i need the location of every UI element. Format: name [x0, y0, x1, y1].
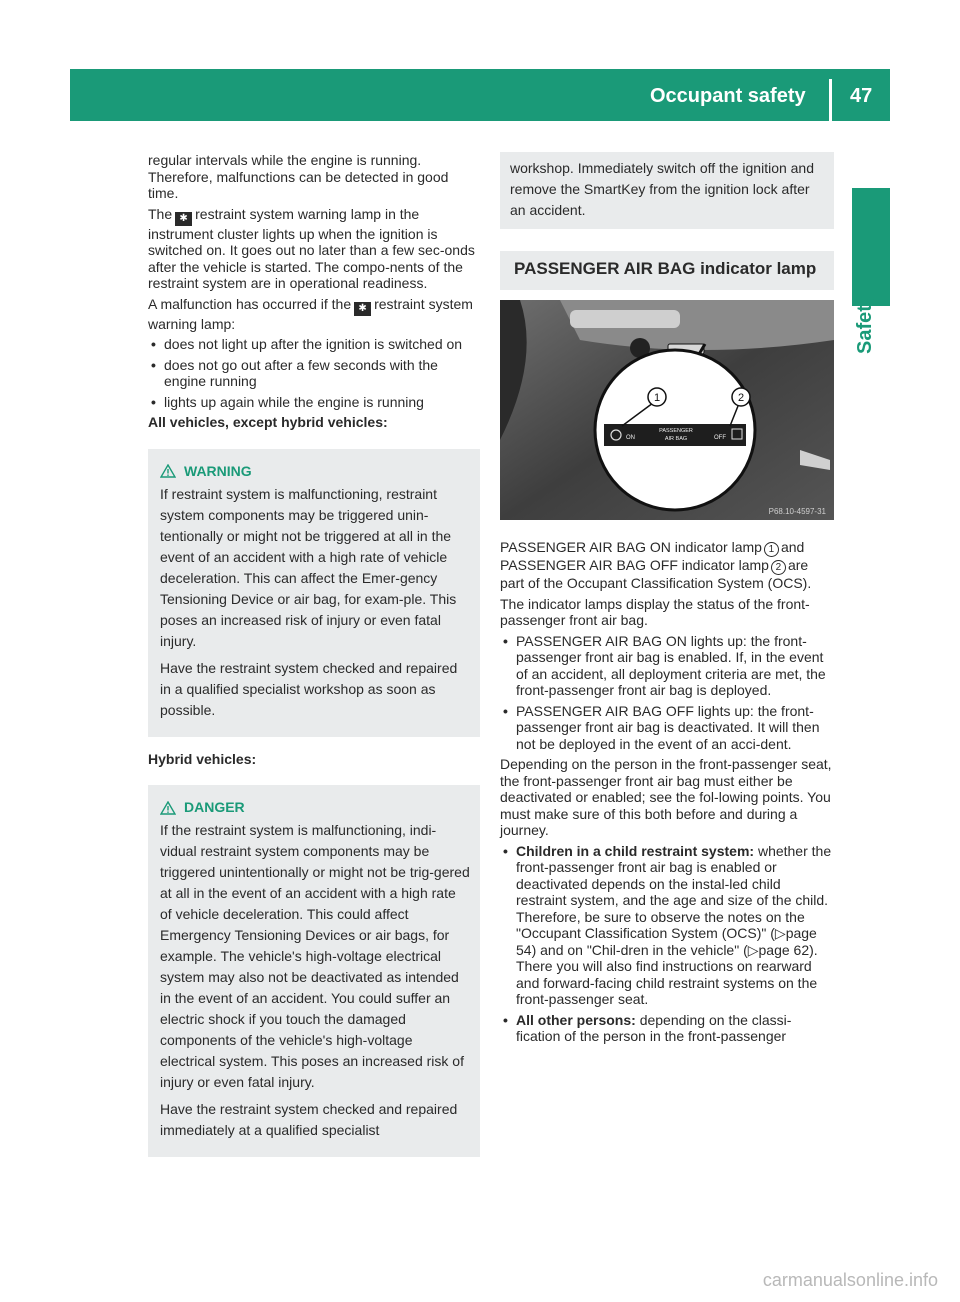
- paragraph: Depending on the person in the front-passenger seat, the front-passenger front air bag must either be deactivated or enabled; see the fol-lowing points. You must make sure of this both before and during a journey.: [500, 756, 832, 838]
- subheading: Hybrid vehicles:: [148, 750, 257, 767]
- indicator-list: [500, 633, 834, 753]
- paragraph: The ✱ restraint system warning lamp in the instrument cluster lights up when the ignition is switched on. It goes out no later than a few sec-onds after the vehicle is started. The compo-nents of the restraint system are in operational readiness.: [148, 205, 475, 291]
- danger-label: DANGER: [184, 799, 245, 815]
- watermark: carmanualsonline.info: [762, 1270, 938, 1290]
- warning-triangle-icon: [160, 464, 176, 478]
- list-item: • does not go out after a few seconds with the engine running: [148, 357, 480, 390]
- occupant-list: [500, 843, 834, 1045]
- list-item: • All other persons: depending on the classi-fication of the person in the front-passenger: [500, 1012, 834, 1045]
- paragraph: PASSENGER AIR BAG ON indicator lamp 1 and PASSENGER AIR BAG OFF indicator lamp 2 are part of the Occupant Classification System (OCS).: [500, 539, 812, 591]
- malfunction-list: [148, 336, 480, 410]
- warning-triangle-icon: [160, 801, 176, 815]
- left-column: [148, 152, 480, 1171]
- paragraph: If restraint system is malfunctioning, restraint system components may be triggered unin-tentionally or might not be triggered at all in the event of an accident with a high rate of vehicle deceleration. This can affect the Emer-gency Tensioning Device or air bag, for exam-ple. This poses an increased risk of injury or even fatal injury.: [160, 485, 457, 649]
- lamp-off-label: OFF: [714, 434, 726, 441]
- paragraph: The indicator lamps display the status of the front-passenger front air bag.: [500, 595, 810, 628]
- section-title: PASSENGER AIR BAG indicator lamp: [500, 251, 834, 290]
- header-divider: [829, 79, 832, 121]
- reference-arrow-icon: ▷: [747, 941, 759, 958]
- paragraph: workshop. Immediately switch off the ignition and remove the SmartKey from the ignition lock after an accident.: [510, 160, 815, 218]
- lamp-on-label: ON: [626, 434, 635, 441]
- paragraph: Have the restraint system checked and repaired immediately at a qualified specialist: [160, 1101, 458, 1138]
- svg-text:1: 1: [653, 391, 661, 404]
- airbag-indicator-photo: [500, 300, 834, 520]
- lamp-title-line-1: PASSENGER: [659, 427, 693, 434]
- danger-box: [148, 785, 480, 1157]
- restraint-system-warning-lamp-icon: ✱: [354, 302, 371, 316]
- paragraph: If the restraint system is malfunctioning, indi-vidual restraint system components may be triggered unintentionally or might not be trig-gered at all in the event of an accident with a high rate of vehicle deceleration. This could affect Emergency Tensioning Devices or air bags, for example. The vehicle's high-voltage electrical system may also not be deactivated as intended in the event of an accident. You could suffer an electric shock if you touch the damaged components of the vehicle's high-voltage electrical system. This poses an increased risk of injury or even fatal injury.: [160, 822, 470, 1090]
- side-tab-label: Safety: [854, 293, 876, 355]
- list-item: • does not light up after the ignition is switched on: [148, 336, 480, 353]
- figure-id: P68.10-4597-31: [768, 506, 826, 516]
- lamp-title-line-2: AIR BAG: [664, 435, 688, 442]
- list-item: • lights up again while the engine is running: [148, 394, 480, 411]
- list-item: • Children in a child restraint system: whether the front-passenger front air bag is enabled or deactivated depends on the instal-led child restraint system, and the age and size of the child. Therefore, be sure to observe the notes on the "Occupant Classification System (OCS)" (▷page 54) and on "Chil-dren in the vehicle" (▷page 62). There you will also find instructions on rearward and forward-facing child restraint systems on the front-passenger seat.: [500, 843, 834, 1008]
- danger-box-continued: [500, 152, 834, 229]
- restraint-system-warning-lamp-icon: ✱: [175, 212, 192, 226]
- subheading: All vehicles, except hybrid vehicles:: [148, 414, 388, 430]
- callout-ref-1: 1: [764, 542, 779, 557]
- warning-label: WARNING: [184, 462, 252, 479]
- paragraph: A malfunction has occurred if the ✱ restraint system warning lamp:: [148, 295, 473, 332]
- list-item: • PASSENGER AIR BAG ON lights up: the front-passenger front air bag is enabled. If, in the event of an accident, all deployment criteria are met, the front-passenger front air bag is deployed.: [500, 633, 834, 699]
- warning-box: [148, 449, 480, 737]
- header-title: Occupant safety: [650, 85, 806, 107]
- page-number: 47: [850, 85, 873, 107]
- reference-arrow-icon: ▷: [774, 925, 786, 941]
- list-item: • PASSENGER AIR BAG OFF lights up: the front-passenger front air bag is deactivated. It will then not be deployed in the event of an acci-dent.: [500, 703, 834, 753]
- page-header: [70, 69, 890, 121]
- right-column: [500, 152, 834, 1049]
- svg-text:2: 2: [737, 391, 745, 404]
- paragraph: Have the restraint system checked and repaired in a qualified specialist workshop as soon as possible.: [160, 659, 458, 718]
- paragraph: regular intervals while the engine is running. Therefore, malfunctions can be detected in good time.: [148, 152, 449, 201]
- callout-ref-2: 2: [771, 560, 786, 575]
